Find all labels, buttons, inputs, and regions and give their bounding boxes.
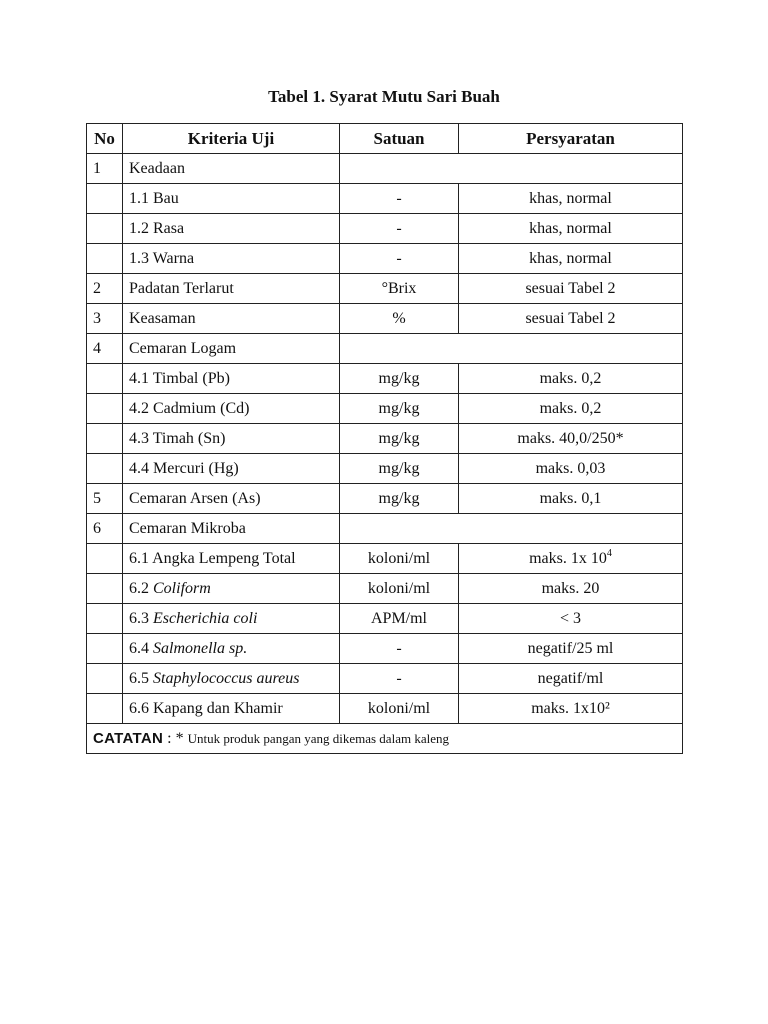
- table-row: [87, 394, 683, 424]
- table-row: [87, 304, 683, 334]
- row-criteria-text: 4.4 Mercuri (Hg): [129, 459, 239, 477]
- row-requirement: maks. 0,1: [459, 484, 683, 514]
- row-no: [87, 244, 123, 274]
- row-no: [87, 364, 123, 394]
- row-unit: °Brix: [340, 274, 459, 304]
- row-criteria: [123, 214, 340, 244]
- table-row: [87, 334, 683, 364]
- row-no: [87, 664, 123, 694]
- row-unit: -: [340, 214, 459, 244]
- row-criteria: [123, 364, 340, 394]
- row-criteria-italic: Escherichia coli: [153, 609, 258, 627]
- row-no: [87, 394, 123, 424]
- row-criteria-text: Keasaman: [129, 309, 196, 327]
- row-empty-span: [340, 514, 683, 544]
- row-criteria: [123, 634, 340, 664]
- row-criteria-text: 6.6 Kapang dan Khamir: [129, 699, 283, 717]
- row-unit: -: [340, 634, 459, 664]
- row-unit: %: [340, 304, 459, 334]
- row-no: 6: [87, 514, 123, 544]
- row-no: [87, 214, 123, 244]
- row-criteria-text: 1.2 Rasa: [129, 219, 185, 237]
- row-requirement: negatif/ml: [459, 664, 683, 694]
- row-requirement: maks. 20: [459, 574, 683, 604]
- row-requirement: negatif/25 ml: [459, 634, 683, 664]
- note-text: Untuk produk pangan yang dikemas dalam kaleng: [187, 730, 449, 746]
- row-no: 5: [87, 484, 123, 514]
- row-requirement: maks. 40,0/250*: [459, 424, 683, 454]
- row-criteria: [123, 244, 340, 274]
- row-no: 3: [87, 304, 123, 334]
- row-unit: -: [340, 664, 459, 694]
- row-criteria: [123, 274, 340, 304]
- row-criteria-text: 1.1 Bau: [129, 189, 179, 207]
- row-unit: APM/ml: [340, 604, 459, 634]
- row-criteria-text: 4.2 Cadmium (Cd): [129, 399, 250, 417]
- quality-requirements-table: [86, 123, 683, 754]
- note-cell: [87, 724, 683, 754]
- row-requirement-text: maks. 1x 10: [529, 549, 607, 567]
- header-unit: Satuan: [340, 124, 459, 154]
- row-criteria: [123, 664, 340, 694]
- row-unit: mg/kg: [340, 454, 459, 484]
- table-row: [87, 694, 683, 724]
- table-row: [87, 484, 683, 514]
- row-criteria: [123, 484, 340, 514]
- row-criteria: Keadaan: [123, 154, 340, 184]
- row-unit: -: [340, 184, 459, 214]
- row-no: 2: [87, 274, 123, 304]
- row-requirement: khas, normal: [459, 184, 683, 214]
- table-row: [87, 634, 683, 664]
- table-row: [87, 544, 683, 574]
- row-requirement: sesuai Tabel 2: [459, 304, 683, 334]
- table-row: [87, 514, 683, 544]
- row-no: [87, 454, 123, 484]
- page-title: Tabel 1. Syarat Mutu Sari Buah: [268, 87, 500, 106]
- note-separator: : *: [163, 729, 188, 747]
- row-criteria: Cemaran Mikroba: [123, 514, 340, 544]
- note-row: [87, 724, 683, 754]
- row-criteria-text: 6.4: [129, 639, 153, 657]
- row-unit: koloni/ml: [340, 574, 459, 604]
- row-criteria: [123, 184, 340, 214]
- row-requirement: sesuai Tabel 2: [459, 274, 683, 304]
- table-row: [87, 184, 683, 214]
- row-empty-span: [340, 154, 683, 184]
- row-criteria-text: Padatan Terlarut: [129, 279, 234, 297]
- row-criteria: [123, 304, 340, 334]
- row-criteria-italic: Coliform: [153, 579, 211, 597]
- row-criteria: [123, 454, 340, 484]
- row-criteria: [123, 694, 340, 724]
- row-no: [87, 574, 123, 604]
- row-no: [87, 544, 123, 574]
- table-row: [87, 274, 683, 304]
- row-no: [87, 634, 123, 664]
- exponent-superscript: 4: [606, 547, 612, 559]
- table-row: [87, 424, 683, 454]
- header-criteria: Kriteria Uji: [123, 124, 340, 154]
- row-requirement: maks. 0,03: [459, 454, 683, 484]
- header-no: No: [87, 124, 123, 154]
- row-criteria: [123, 544, 340, 574]
- header-requirement: Persyaratan: [459, 124, 683, 154]
- table-row: [87, 664, 683, 694]
- row-criteria-text: 6.5: [129, 669, 153, 687]
- row-no: [87, 694, 123, 724]
- row-criteria-text: 6.3: [129, 609, 153, 627]
- row-criteria: [123, 574, 340, 604]
- row-requirement: khas, normal: [459, 214, 683, 244]
- row-criteria-italic: Salmonella sp.: [153, 639, 248, 657]
- row-unit: koloni/ml: [340, 544, 459, 574]
- row-no: 1: [87, 154, 123, 184]
- row-criteria-text: 6.1 Angka Lempeng Total: [129, 549, 296, 567]
- table-row: [87, 604, 683, 634]
- row-empty-span: [340, 334, 683, 364]
- row-criteria-text: 1.3 Warna: [129, 249, 195, 267]
- row-criteria-text: 4.1 Timbal (Pb): [129, 369, 230, 387]
- row-requirement: maks. 0,2: [459, 364, 683, 394]
- row-no: [87, 424, 123, 454]
- row-criteria-text: 4.3 Timah (Sn): [129, 429, 226, 447]
- row-no: [87, 184, 123, 214]
- table-header-row: [87, 124, 683, 154]
- table-row: [87, 244, 683, 274]
- note-label: CATATAN: [93, 729, 164, 747]
- row-unit: mg/kg: [340, 484, 459, 514]
- row-criteria: Cemaran Logam: [123, 334, 340, 364]
- row-criteria: [123, 394, 340, 424]
- row-criteria-italic: Staphylococcus aureus: [153, 669, 300, 687]
- row-requirement: maks. 0,2: [459, 394, 683, 424]
- table-row: [87, 154, 683, 184]
- row-criteria-text: 6.2: [129, 579, 153, 597]
- row-criteria: [123, 604, 340, 634]
- row-no: 4: [87, 334, 123, 364]
- row-unit: mg/kg: [340, 424, 459, 454]
- row-requirement: maks. 1x10²: [459, 694, 683, 724]
- row-unit: -: [340, 244, 459, 274]
- table-row: [87, 454, 683, 484]
- table-row: [87, 574, 683, 604]
- row-requirement: < 3: [459, 604, 683, 634]
- row-criteria: [123, 424, 340, 454]
- table-row: [87, 364, 683, 394]
- row-requirement: [459, 544, 683, 574]
- row-unit: mg/kg: [340, 364, 459, 394]
- row-requirement: khas, normal: [459, 244, 683, 274]
- row-no: [87, 604, 123, 634]
- table-row: [87, 214, 683, 244]
- row-unit: mg/kg: [340, 394, 459, 424]
- row-criteria-text: Cemaran Arsen (As): [129, 489, 261, 507]
- row-unit: koloni/ml: [340, 694, 459, 724]
